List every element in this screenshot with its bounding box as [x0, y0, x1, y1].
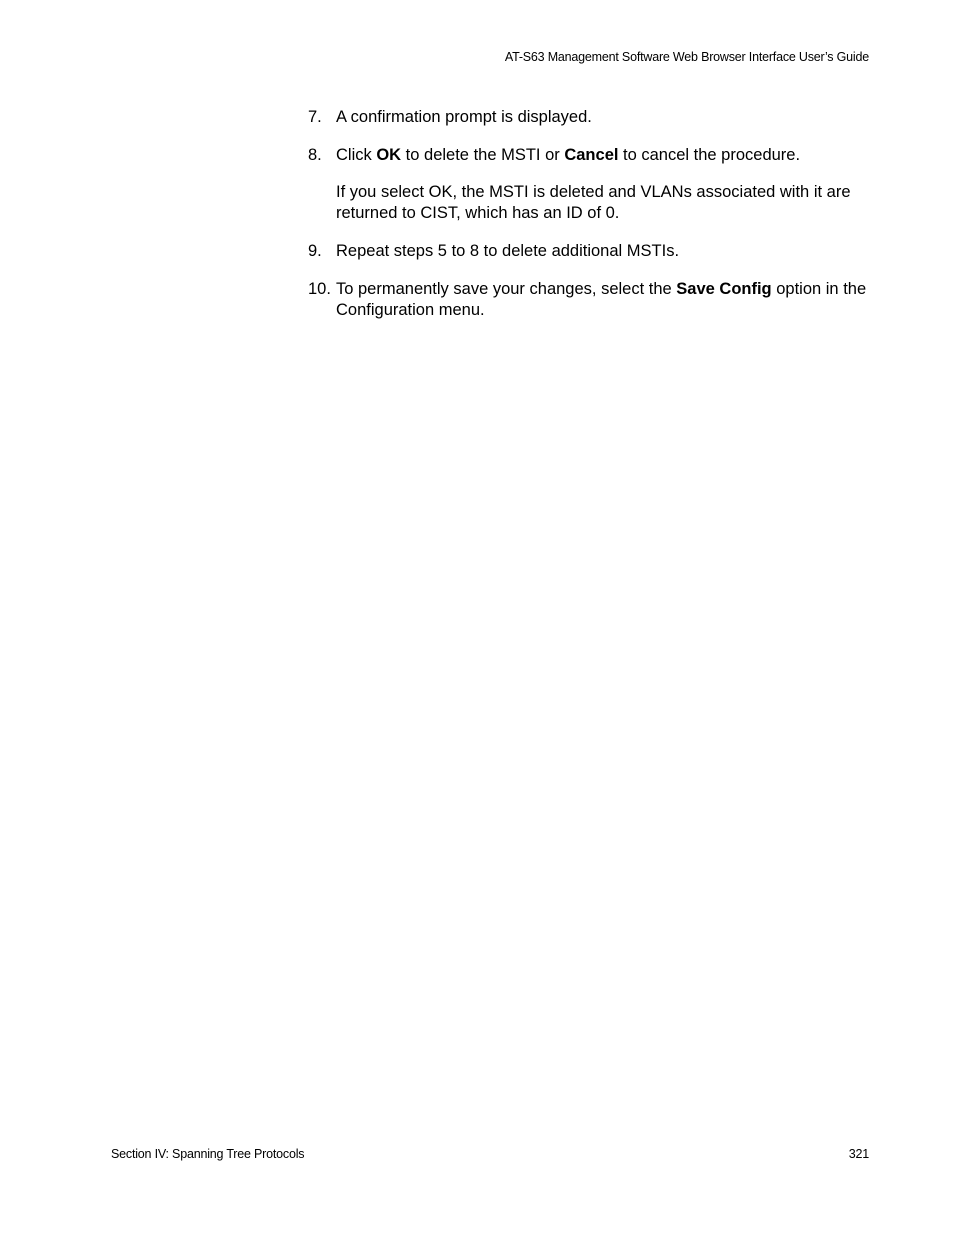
step-10 — [308, 279, 874, 321]
cancel-button-reference: Cancel — [564, 146, 619, 164]
running-header: AT-S63 Management Software Web Browser Interface User’s Guide — [504, 50, 869, 64]
step-body — [336, 145, 874, 224]
running-footer — [111, 1147, 869, 1161]
step-text — [336, 241, 874, 262]
step-8 — [308, 145, 874, 224]
ok-button-reference: OK — [376, 146, 402, 164]
step-text-segment: to delete the MSTI or — [401, 146, 565, 164]
save-config-option-reference: Save Config — [676, 280, 772, 298]
step-text-segment: option in the Configuration menu. — [336, 280, 867, 319]
step-text-segment: to cancel the procedure. — [618, 146, 801, 164]
step-text-segment: To permanently save your changes, select the — [336, 280, 677, 298]
step-body — [336, 279, 874, 321]
step-number: 10. — [308, 280, 331, 298]
step-text-segment: A confirmation prompt is displayed. — [336, 108, 592, 126]
step-body — [336, 241, 874, 262]
step-note: If you select OK, the MSTI is deleted and VLANs associated with it are returned to CIST, which has an ID of 0. — [336, 183, 851, 222]
procedure-steps — [308, 107, 874, 338]
step-body — [336, 107, 874, 128]
step-text — [336, 279, 874, 321]
footer-section-title: Section IV: Spanning Tree Protocols — [111, 1147, 305, 1161]
step-text — [336, 145, 874, 166]
step-number: 8. — [308, 146, 322, 164]
step-number: 9. — [308, 242, 322, 260]
page-number: 321 — [848, 1147, 869, 1161]
step-text-segment: Click — [336, 146, 377, 164]
step-7 — [308, 107, 874, 128]
step-9 — [308, 241, 874, 262]
step-text-segment: Repeat steps 5 to 8 to delete additional MSTIs. — [336, 242, 680, 260]
step-text — [336, 107, 874, 128]
step-number: 7. — [308, 108, 322, 126]
